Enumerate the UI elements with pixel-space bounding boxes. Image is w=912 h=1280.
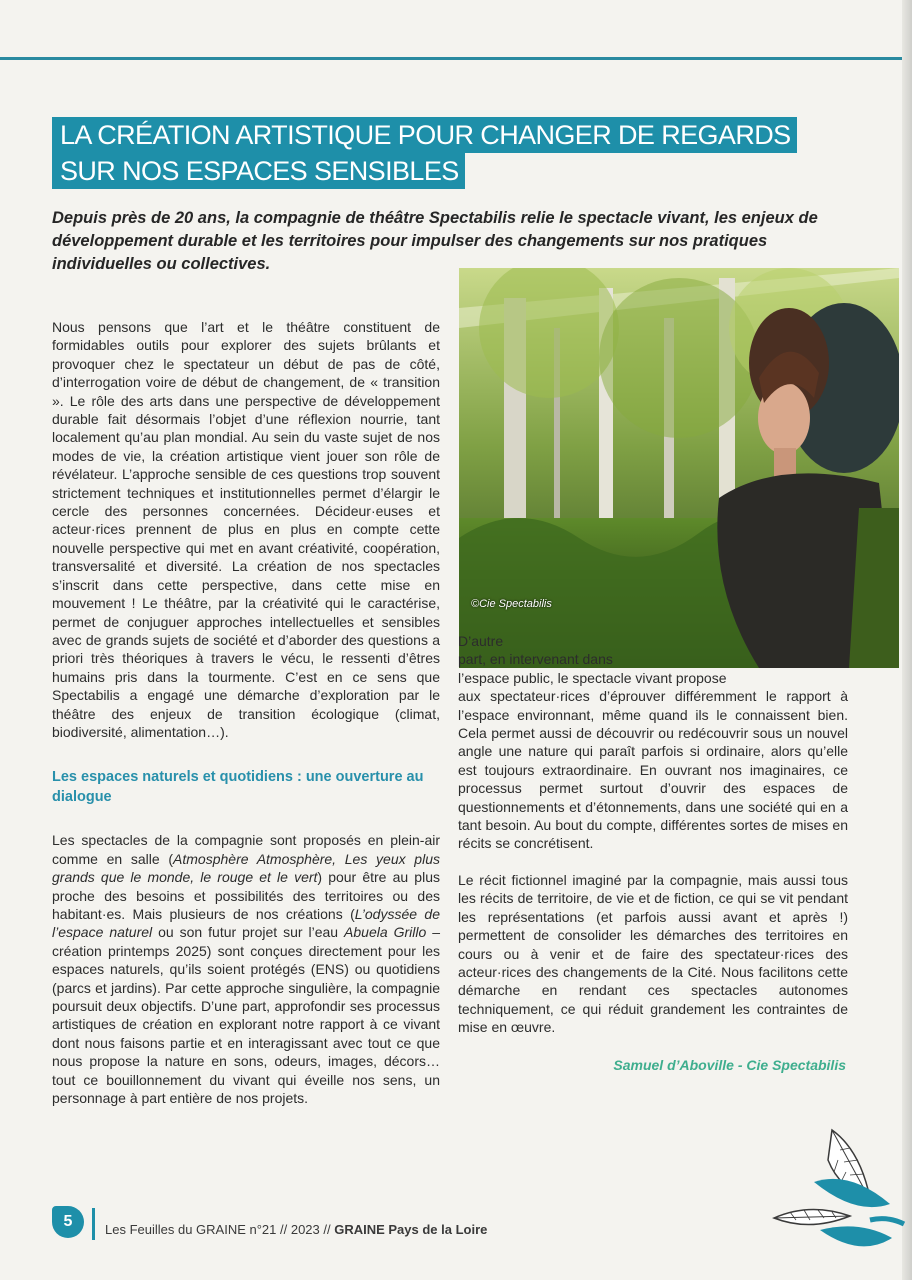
publication-name: Les Feuilles du GRAINE n°21 // 2023 // — [105, 1222, 335, 1237]
text-run: Les spectacles de la compagnie sont proposés en plein-air comme en salle ( — [52, 832, 440, 867]
footer-text — [105, 1222, 487, 1237]
italic-title: L’odyssée de l’espace naturel — [52, 905, 440, 941]
footer-divider — [92, 1208, 95, 1240]
top-rule — [0, 57, 912, 60]
paragraph: Le récit fictionnel imaginé par la compagnie, mais aussi tous les récits de territoire, de vie et de fiction, ce qui se vit pendant les représentations (et parfois aussi avant et après !) permettent de consolider les démarches des territoires en cours ou à venir et de faire des spectateur·rices des acteur·rices des changements de la Cité. Nous facilitons cette démarche en rendant ces spectacles autonomes techniquement, ce qui réduit grandement les contraintes de mise en œuvre. — [458, 871, 848, 1036]
section-subheading: Les espaces naturels et quotidiens : une ouverture au dialogue — [52, 769, 424, 806]
title-line-2: SUR NOS ESPACES SENSIBLES — [52, 153, 465, 189]
author-signature: Samuel d’Aboville - Cie Spectabilis — [613, 1057, 846, 1073]
left-column — [52, 318, 440, 1107]
paragraph — [458, 632, 848, 853]
text-line: l’espace public, le spectacle vivant propose — [458, 669, 727, 686]
text-run: aux spectateur·rices d’éprouver différemment le rapport à l’espace environnant, même quand ils le connaissent bien. Cela permet aussi de découvrir ou redécouvrir sous un nouvel angle une nature qui paraît parfois si ordinaire, alors qu’elle est toujours extraordinaire. En ouvrant nos imaginaires, ce processus permet surtout d’ouvrir des espaces de questionnements et d’étonnements, dans une société qui en a tant besoin. Au bout du compte, différentes sortes de mises en récits se concrétisent. — [458, 688, 848, 852]
photo-credit: ©Cie Spectabilis — [471, 598, 552, 610]
text-run: ) pour être au plus proche des besoins et possibilités des territoires ou des habitant·es. Mais plusieurs de nos créations ( — [52, 869, 440, 922]
paragraph — [52, 831, 440, 1107]
page-edge-shadow — [902, 0, 912, 1280]
text-line: part, en intervenant dans — [458, 651, 613, 668]
right-column — [458, 632, 848, 1037]
publisher-name: GRAINE Pays de la Loire — [334, 1222, 488, 1237]
title-line-1: LA CRÉATION ARTISTIQUE POUR CHANGER DE REGARDS — [52, 117, 797, 153]
text-run: – création printemps 2025) sont conçues directement pour les espaces naturels, qu’ils soient protégés (ENS) ou quotidiens (parcs et jardins). Par cette approche singulière, la compagnie poursuit deux objectifs. D’une part, approfondir ses processus artistiques de création en explorant notre rapport à ce vivant dont nous faisons partie et en interagissant avec tout ce que nous propose la nature en sons, odeurs, images, décors… tout ce bouillonnement du vivant qui éveille nos sens, un personnage à part entière de nos projets. — [52, 924, 441, 1107]
italic-title: Atmosphère Atmosphère, Les yeux plus grands que le monde, le rouge et le vert — [52, 850, 440, 886]
text-run: ou son futur projet sur l’eau — [152, 924, 345, 941]
italic-title: Abuela Grillo — [344, 924, 427, 941]
article-photo — [459, 268, 899, 668]
leaf-decoration-icon — [770, 1120, 908, 1260]
page-footer — [52, 1203, 612, 1243]
lead-paragraph: Depuis près de 20 ans, la compagnie de théâtre Spectabilis relie le spectacle vivant, les enjeux de développement durable et les territoires pour impulser des changements sur nos pratiques individuelles ou collectives. — [52, 209, 818, 273]
article-title — [52, 117, 797, 189]
page-number-badge: 5 — [52, 1206, 84, 1238]
text-line: D’autre — [458, 633, 504, 649]
paragraph: Nous pensons que l’art et le théâtre constituent de formidables outils pour explorer des sujets brûlants et provoquer chez le spectateur un début de pas de côté, d’interrogation voire de début de changement, de « transition ». Le rôle des arts dans une perspective de développement durable fait désormais l’objet d’une réflexion nourrie, tant localement qu’au plan mondial. Au sein du vaste sujet de nos modes de vie, la création artistique vient jouer son rôle de révélateur. L’approche sensible de ces questions trop souvent strictement techniques et institutionnelles permet d’élargir le cercle des personnes concernées. Décideur·euses et acteur·rices prennent de plus en plus en compte cette nouvelle perspective qui met en avant créativité, coopération, transversalité et diversité. La création de nos spectacles s’inscrit dans cette perspective, dans cette mise en mouvement ! Le théâtre, par la créativité qui le caractérise, permet de conjuguer approches intellectuelles et sensibles avec de grands sujets de société et d’aborder des questions a priori très théoriques à travers le vécu, le ressenti d’êtres humains pris dans la tourmente. C’est en ce sens que Spectabilis a engagé une démarche d’exploration par le théâtre des enjeux de transition écologique (climat, biodiversité, alimentation…). — [52, 319, 440, 740]
